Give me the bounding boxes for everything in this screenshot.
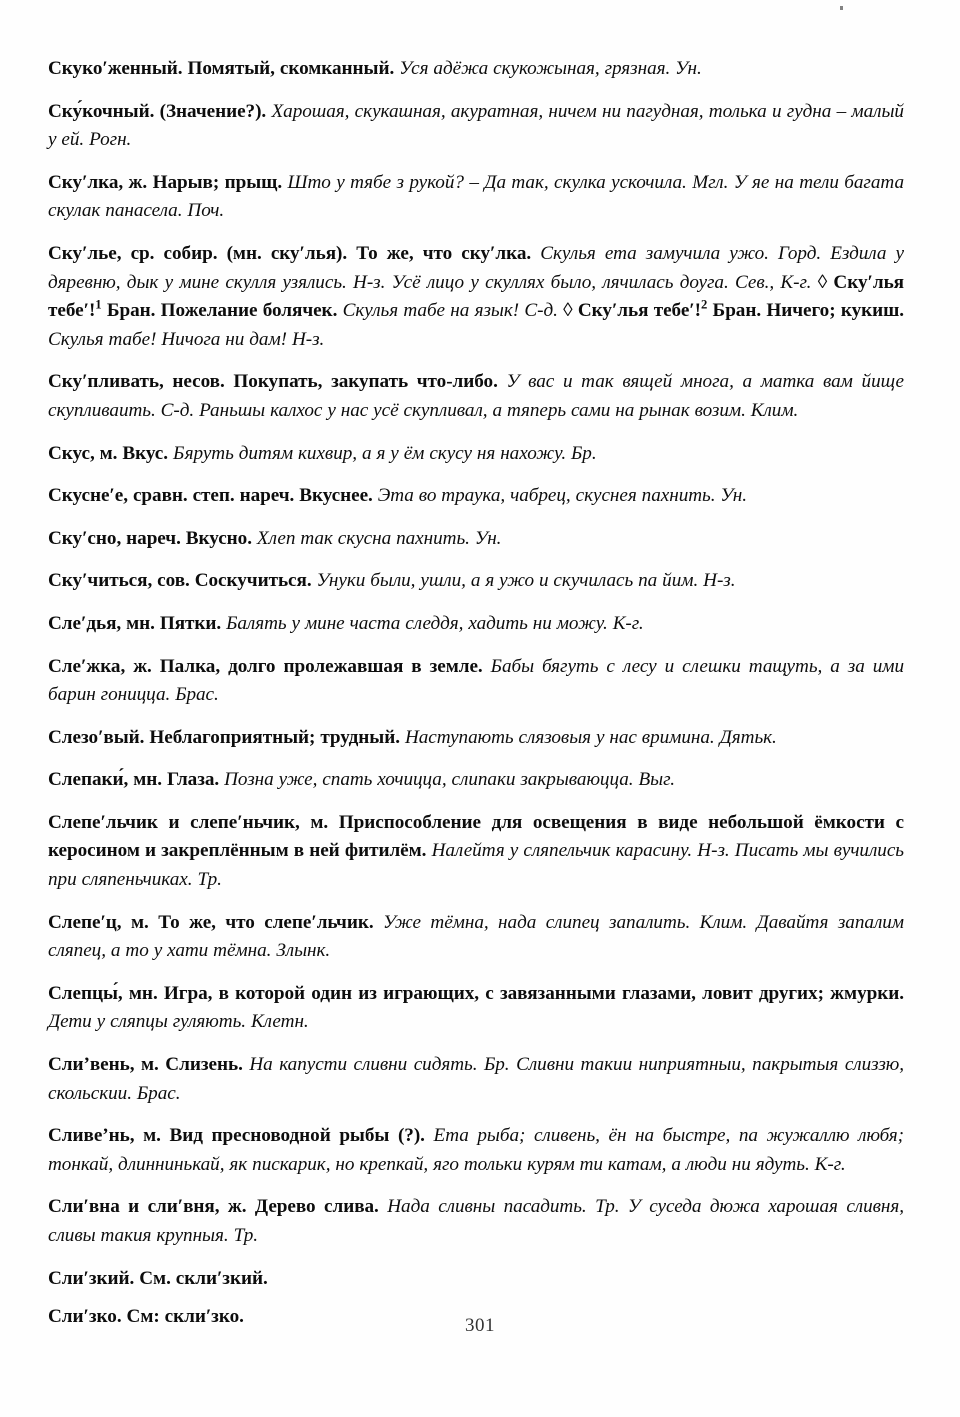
citation: На капусти сливни сидять. Бр. Сливни такии ниприятныи, пакрытыя слиззю, скольскии. Брас. — [48, 1054, 904, 1104]
headword: Ску′лье, ср. собир. (мн. ску′лья). То же, что ску′лка. — [48, 242, 532, 264]
citation: Бабы бягуть с лесу и слешки тащуть, а за ими барин гоницца. Брас. — [48, 655, 905, 706]
dictionary-entry — [48, 909, 904, 966]
headword: Скус, м. Вкус. — [48, 442, 169, 464]
scan-artifact-speck — [840, 6, 843, 10]
sub-headword: Ску′лья тебе′! — [48, 271, 904, 322]
dictionary-entry — [48, 980, 904, 1037]
headword: Слепаки́, мн. Глаза. — [48, 769, 220, 791]
sub-entry-lozenge-icon: ◊ — [817, 271, 828, 293]
sub-headword: Ску′лья тебе′! — [577, 300, 701, 322]
citation: Наступають слязовыя у нас вримина. Дятьк. — [404, 726, 777, 748]
dictionary-entry — [48, 240, 904, 354]
sub-citation: Скулья табе на язык! С-д. — [342, 300, 558, 322]
headword: Слезо′вый. Неблагоприятный; трудный. — [48, 726, 400, 748]
citation: Унуки были, ушли, а я ужо и скучилась па йим. Н-з. — [316, 570, 736, 592]
citation: Ета рыба; сливень, ён на быстре, па жужаллю любя; тонкай, длиннинькай, як пискарик, но крепкай, яго тольки курям ти катам, а люди ни ядуть. К-г. — [48, 1125, 904, 1175]
citation: Уже тёмна, нада слипец запалить. Клим. Давайтя запалим сляпец, а то у хати тёмна. Злынк. — [48, 911, 904, 962]
homonym-index: 1 — [95, 297, 102, 312]
headword: Сливе’нь, м. Вид пресноводной рыбы (?). — [48, 1125, 425, 1147]
citation: Хлеп так скусна пахнить. Ун. — [256, 527, 502, 549]
headword: Слепцы́, мн. Игра, в которой один из играющих, с завязанными глазами, ловит других; жмурки. — [48, 982, 904, 1004]
dictionary-entry — [48, 1122, 904, 1179]
headword: Сли’вень, м. Слизень. — [48, 1054, 243, 1076]
citation: Уся адёжа скукожыная, грязная. Ун. — [399, 58, 702, 79]
dictionary-entry — [48, 55, 904, 84]
sub-entry-lozenge-icon: ◊ — [563, 300, 573, 322]
homonym-index: 2 — [701, 297, 708, 312]
dictionary-entry — [48, 440, 904, 469]
citation: Бяруть дитям кихвир, а я у ём скусу ня нахожу. Бр. — [172, 442, 597, 464]
headword: Скусне′е, сравн. степ. нареч. Вкуснее. — [48, 485, 373, 507]
dictionary-entry — [48, 98, 904, 155]
headword: Ску′пливать, несов. Покупать, закупать что-либо. — [48, 371, 498, 393]
sub-citation: Скулья табе! Ничога ни дам! Н-з. — [48, 328, 325, 350]
dictionary-entry — [48, 1193, 904, 1250]
headword: Слепе′ц, м. То же, что слепе′льчик. — [48, 911, 374, 933]
dictionary-entry — [48, 724, 904, 753]
citation: Эта во траука, чабрец, скуснея пахнить. Ун. — [377, 485, 748, 507]
dictionary-entry-column — [48, 55, 904, 1342]
headword: Сли′зко. См: скли′зко. — [48, 1306, 244, 1328]
dictionary-entry — [48, 809, 904, 895]
dictionary-entry — [48, 1265, 904, 1294]
headword: Ску́кочный. (Значение?). — [48, 100, 267, 122]
citation: Што у тябе з рукой? – Да так, скулка ускочила. Мгл. У яе на тели багата скулак панасела. Поч. — [48, 171, 904, 222]
citation: Харошая, скукашная, акуратная, ничем ни пагудная, толька и гудна – малый у ей. Рогн. — [48, 100, 904, 151]
headword: Слепе′льчик и слепе′ньчик, м. Приспособление для освещения в виде небольшой ёмкости с керосином и закреплённым в ней фитилём. — [48, 811, 904, 862]
citation: Дети у сляпцы гуляють. Клетн. — [48, 1011, 309, 1033]
sub-definition: Бран. Ничего; кукиш. — [707, 300, 905, 322]
dictionary-entry — [48, 567, 904, 596]
dictionary-entry — [48, 169, 904, 226]
dictionary-entry — [48, 525, 904, 554]
dictionary-entry — [48, 1051, 904, 1108]
headword: Ску′читься, сов. Соскучиться. — [48, 570, 312, 592]
citation: Налейтя у сляпельчик карасину. Н-з. Писать мы вучились при сляпеньчиках. Тр. — [48, 840, 904, 891]
headword: Скуко′женный. Помятый, скомканный. — [48, 58, 395, 79]
citation: У вас и так вящей многа, а матка вам йище скупливаить. С-д. Раньшы калхос у нас усё скупливал, а тяперь сами на рынак возим. Клим. — [48, 371, 905, 421]
dictionary-entry — [48, 653, 904, 710]
citation: Скулья ета замучила ужо. Горд. Ездила у дяревню, дык у мине скулля узялись. Н-з. Усё лицо у скуллях было, лячилась доуга. Сев., К-г. — [48, 242, 904, 293]
headword: Сли′вна и сли′вня, ж. Дерево слива. — [48, 1196, 379, 1218]
dictionary-entry — [48, 610, 904, 639]
sub-definition: Бран. Пожелание болячек. — [101, 300, 338, 322]
dictionary-entry — [48, 766, 904, 795]
headword: Ску′сно, нареч. Вкусно. — [48, 527, 252, 549]
citation: Позна уже, спать хочицца, слипаки закрываюцца. Выг. — [224, 769, 676, 791]
dictionary-entry — [48, 368, 904, 425]
dictionary-entry — [48, 482, 904, 511]
citation: Балять у мине часта следдя, хадить ни можу. К-г. — [226, 612, 644, 634]
page-number: 301 — [465, 1315, 495, 1336]
headword: Сли′зкий. См. скли′зкий. — [48, 1267, 268, 1289]
citation: Нада сливны пасадить. Тр. У суседа дюжа харошая сливня, сливы такия крупныя. Тр. — [48, 1196, 905, 1246]
headword: Ску′лка, ж. Нарыв; прыщ. — [48, 171, 283, 193]
headword: Сле′дья, мн. Пятки. — [48, 612, 222, 634]
headword: Сле′жка, ж. Палка, долго пролежавшая в земле. — [48, 655, 483, 677]
